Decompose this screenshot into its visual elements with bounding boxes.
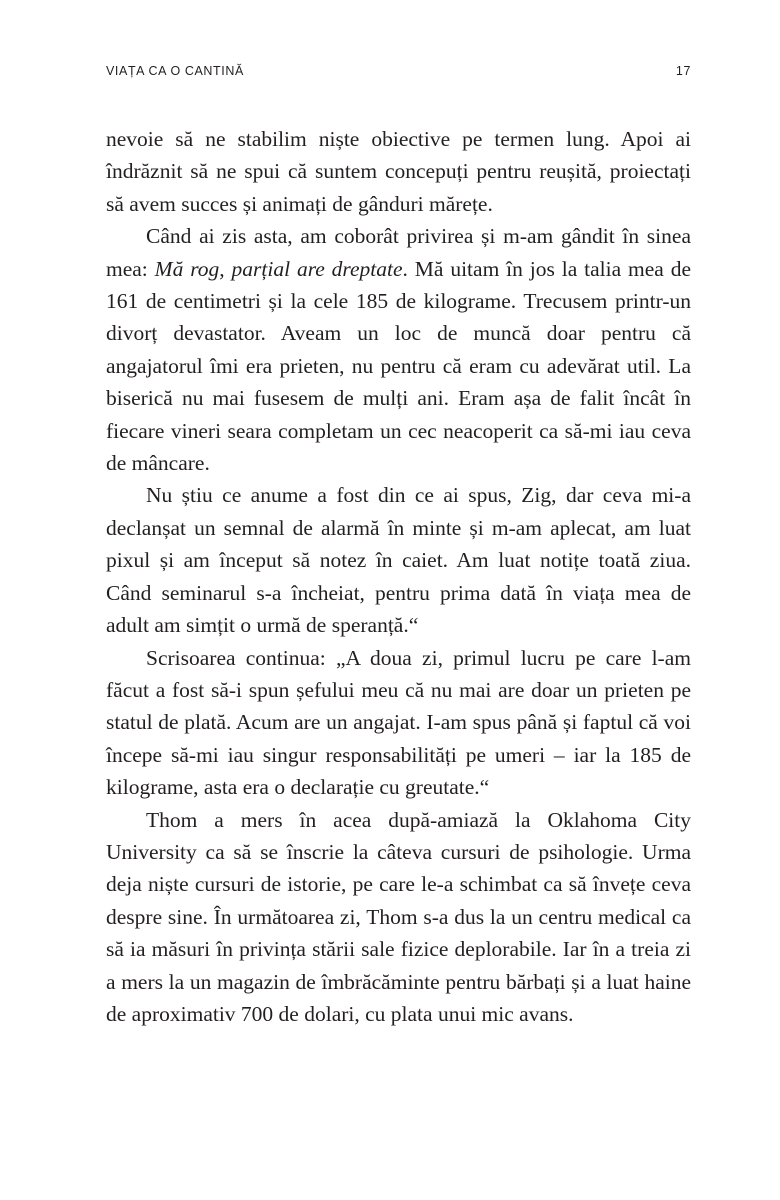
paragraph-5: Thom a mers în acea după-amiază la Oklahoma City University ca să se înscrie la câteva cursuri de psihologie. Urma deja niște cursuri de istorie, pe care le-a schimbat ca să învețe ceva despre sine. În următoarea zi, Thom s-a dus la un centru medical ca să ia măsuri în privința stării sale fizice deplorabile. Iar în a treia zi a mers la un magazin de îmbrăcăminte pentru bărbați și a luat haine de aproximativ 700 de dolari, cu plata unui mic avans.	[106, 807, 691, 1026]
paragraph-1: nevoie să ne stabilim niște obiective pe termen lung. Apoi ai îndrăznit să ne spui că suntem concepuți pentru reușită, proiectați să avem succes și animați de gânduri mărețe.	[106, 127, 691, 216]
running-title: VIAȚA CA O CANTINĂ	[106, 64, 244, 78]
paragraph-4: Scrisoarea continua: „A doua zi, primul lucru pe care l-am făcut a fost să-i spun șefului meu că nu mai are doar un prieten pe statul de plată. Acum are un angajat. I-am spus până și faptul că voi începe să-mi iau singur responsabilități pe umeri – iar la 185 de kilograme, asta era o declarație cu greutate.“	[106, 645, 691, 800]
body-text	[106, 123, 691, 1030]
paragraph-2-text-before: Când ai zis asta, am coborât privirea și m-am gândit în sinea mea:	[106, 224, 691, 281]
paragraph-2-italic-thought: Mă rog, parțial are dreptate	[154, 256, 403, 281]
paragraph-3: Nu știu ce anume a fost din ce ai spus, Zig, dar ceva mi-a declanșat un semnal de alarmă în minte și m-am aplecat, am luat pixul și am început să notez în caiet. Am luat notițe toată ziua. Când seminarul s-a încheiat, pentru prima dată în viața mea de adult am simțit o urmă de speranță.“	[106, 483, 691, 638]
page-number: 17	[675, 64, 691, 78]
running-header	[106, 64, 691, 84]
paragraph-2	[106, 220, 691, 479]
paragraph-2-text-after: . Mă uitam în jos la talia mea de 161 de centimetri și la cele 185 de kilograme. Trecusem printr-un divorț devastator. Aveam un loc de muncă doar pentru că angajatorul îmi era prieten, nu pentru că eram cu adevărat util. La biserică nu mai fusesem de mulți ani. Eram așa de falit încât în fiecare vineri seara completam un cec neacoperit ca să-mi iau ceva de mâncare.	[106, 256, 692, 476]
